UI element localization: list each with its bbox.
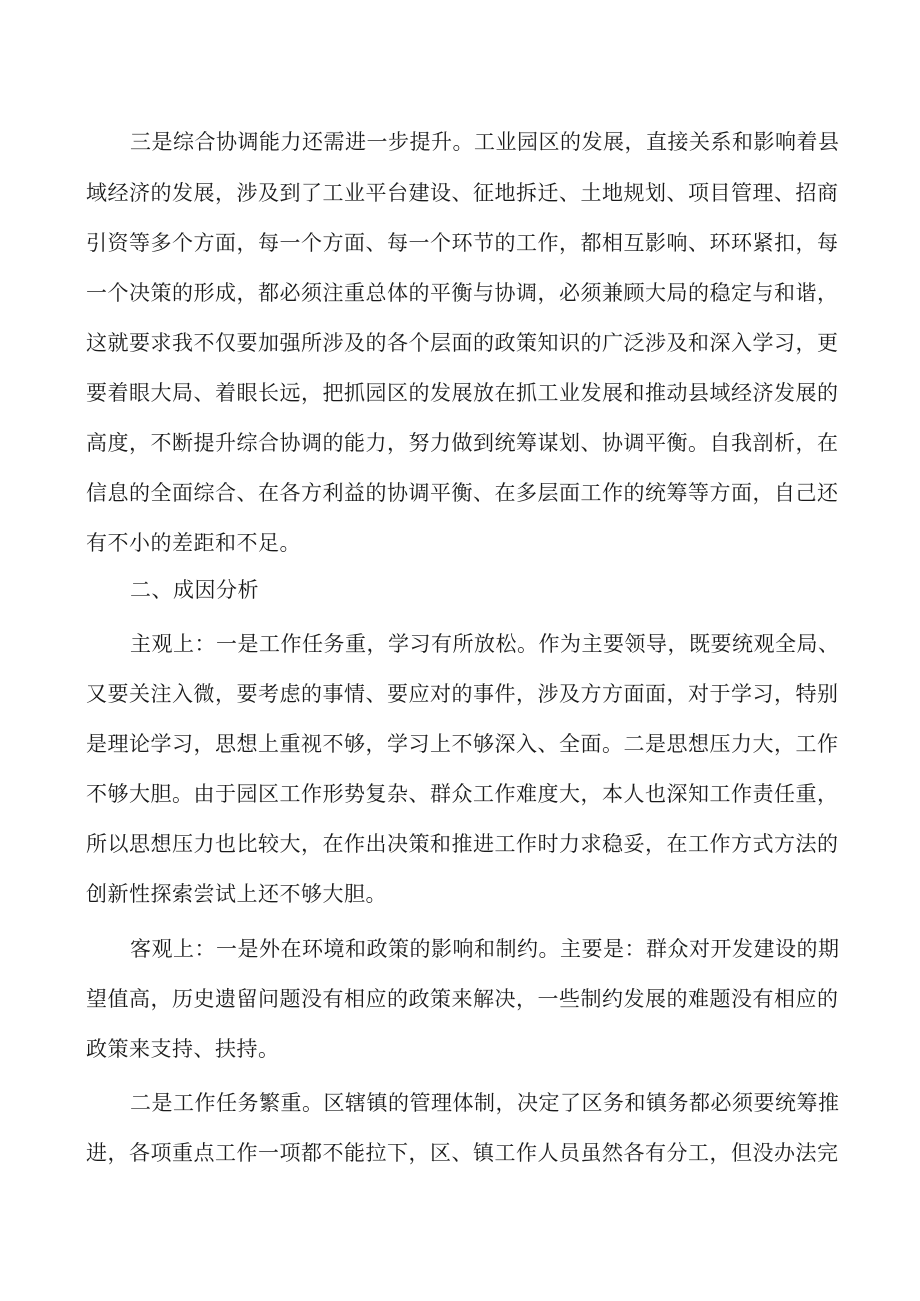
paragraph-line: 这就要求我不仅要加强所涉及的各个层面的政策知识的广泛涉及和深入学习，更	[86, 331, 839, 355]
paragraph-line: 二是工作任务繁重。区辖镇的管理体制，决定了区务和镇务都必须要统筹推	[130, 1091, 840, 1115]
paragraph-line: 望值高，历史遗留问题没有相应的政策来解决，一些制约发展的难题没有相应的	[86, 987, 839, 1011]
paragraph-line: 不够大胆。由于园区工作形势复杂、群众工作难度大，本人也深知工作责任重，	[86, 782, 839, 806]
paragraph-line: 有不小的差距和不足。	[86, 531, 301, 555]
paragraph-line: 信息的全面综合、在各方利益的协调平衡、在多层面工作的统筹等方面，自己还	[86, 481, 839, 505]
paragraph-line: 创新性探索尝试上还不够大胆。	[86, 882, 387, 906]
paragraph-line: 高度，不断提升综合协调的能力，努力做到统筹谋划、协调平衡。自我剖析，在	[86, 431, 839, 455]
paragraph-line: 是理论学习，思想上重视不够，学习上不够深入、全面。二是思想压力大，工作	[86, 732, 839, 756]
paragraph-line: 所以思想压力也比较大，在作出决策和推进工作时力求稳妥，在工作方式方法的	[86, 832, 839, 856]
paragraph-line: 又要关注入微，要考虑的事情、要应对的事件，涉及方方面面，对于学习，特别	[86, 682, 839, 706]
paragraph-line: 引资等多个方面，每一个方面、每一个环节的工作，都相互影响、环环紧扣，每	[86, 231, 839, 255]
paragraph-line: 主观上：一是工作任务重，学习有所放松。作为主要领导，既要统观全局、	[130, 632, 840, 656]
section-heading: 二、成因分析	[130, 578, 259, 602]
paragraph-line: 一个决策的形成，都必须注重总体的平衡与协调，必须兼顾大局的稳定与和谐，	[86, 281, 839, 305]
paragraph-line: 进，各项重点工作一项都不能拉下，区、镇工作人员虽然各有分工，但没办法完	[86, 1141, 839, 1165]
paragraph-line: 政策来支持、扶持。	[86, 1037, 280, 1061]
paragraph-line: 要着眼大局、着眼长远，把抓园区的发展放在抓工业发展和推动县域经济发展的	[86, 381, 839, 405]
paragraph-line: 三是综合协调能力还需进一步提升。工业园区的发展，直接关系和影响着县	[130, 130, 840, 154]
paragraph-line: 域经济的发展，涉及到了工业平台建设、征地拆迁、土地规划、项目管理、招商	[86, 181, 839, 205]
paragraph-line: 客观上：一是外在环境和政策的影响和制约。主要是：群众对开发建设的期	[130, 937, 840, 961]
